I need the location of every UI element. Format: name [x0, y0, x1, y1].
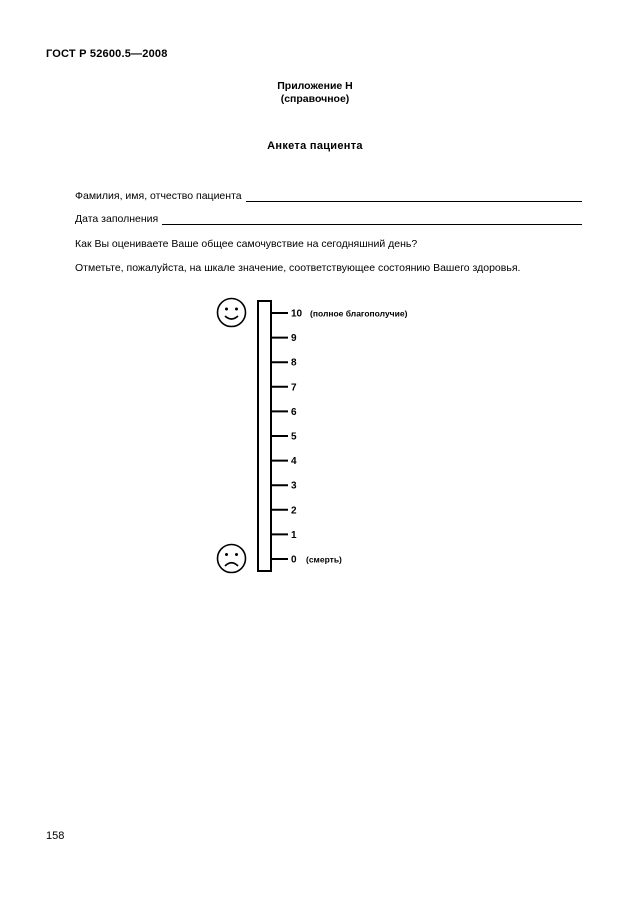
scale-label-5: 5	[291, 431, 297, 443]
scale-label-3: 3	[291, 480, 297, 492]
scale-label-4: 4	[291, 456, 297, 468]
scale-label-1: 1	[291, 529, 297, 541]
scale-annotation-0: (смерть)	[306, 554, 342, 565]
scale-annotation-10: (полное благополучие)	[310, 308, 408, 319]
question-text: Как Вы оцениваете Ваше общее самочувствие на сегодняшний день?	[75, 238, 418, 250]
page-number: 158	[46, 830, 65, 842]
scale-label-10: 10	[291, 308, 303, 320]
fill-date-label: Дата заполнения	[75, 213, 159, 225]
scale-label-8: 8	[291, 357, 297, 369]
appendix-subtitle: (справочное)	[280, 93, 350, 105]
scale-label-9: 9	[291, 333, 297, 345]
patient-name-label: Фамилия, имя, отчество пациента	[75, 190, 242, 202]
scale-label-7: 7	[291, 382, 297, 394]
instruction-text: Отметьте, пожалуйста, на шкале значение, соответствующее состоянию Вашего здоровья.	[75, 262, 521, 274]
scale-label-0: 0	[291, 554, 297, 566]
scale-label-2: 2	[291, 505, 297, 517]
form-title: Анкета пациента	[267, 140, 363, 152]
document-header: ГОСТ Р 52600.5—2008	[46, 48, 168, 60]
scale-bar	[258, 301, 271, 571]
appendix-title: Приложение Н	[277, 80, 353, 92]
scale-label-6: 6	[291, 406, 297, 418]
